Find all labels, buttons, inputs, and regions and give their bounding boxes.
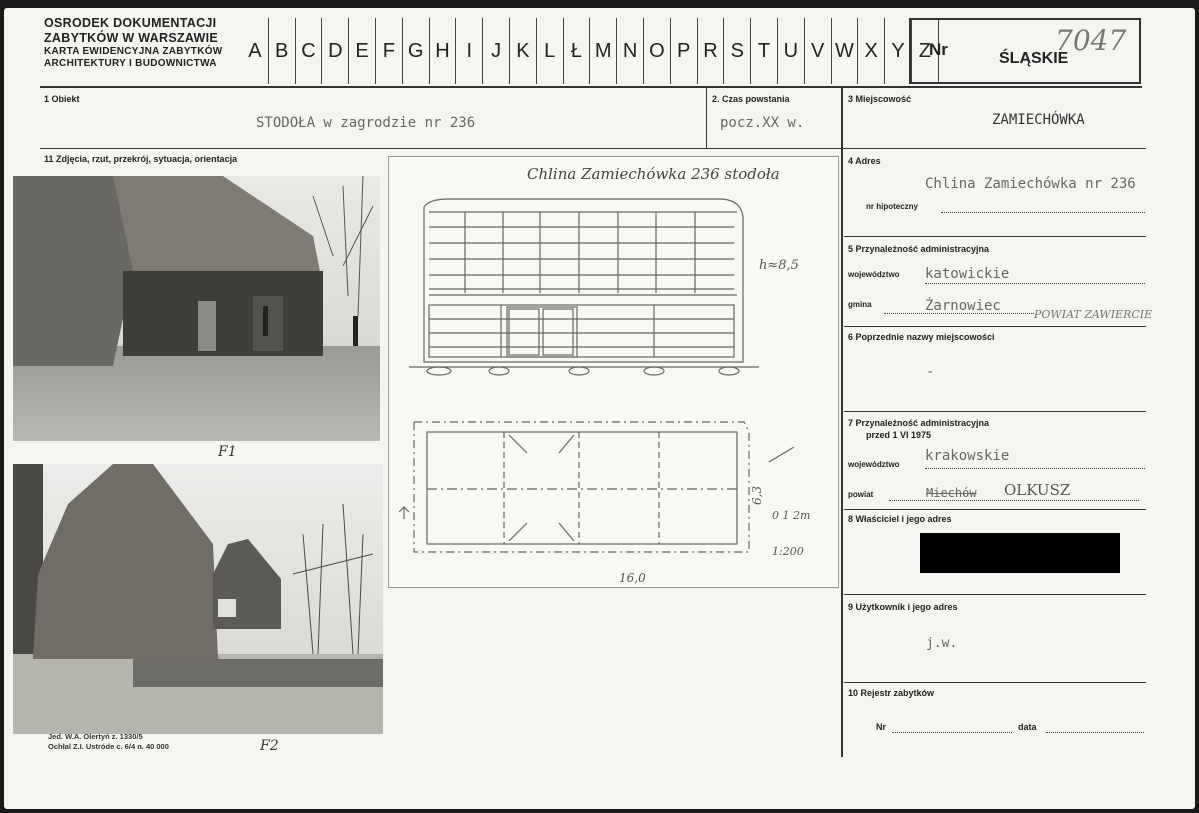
index-letter: T xyxy=(751,18,778,84)
index-letter: Y xyxy=(885,18,912,84)
index-letter: A xyxy=(242,18,269,84)
length-dim: 16,0 xyxy=(619,571,646,585)
rejestr-nr-label: Nr xyxy=(876,722,887,732)
rejestr-label: 10 Rejestr zabytków xyxy=(848,688,935,698)
print-line1: Jed. W.A. Olertyń z. 1330/5 xyxy=(48,732,143,741)
photo-f1 xyxy=(13,176,380,441)
rejestr-data-label: data xyxy=(1018,722,1037,732)
miejscowosc-value: ZAMIECHÓWKA xyxy=(992,112,1085,128)
elevation-drawing xyxy=(409,199,759,375)
index-letter: F xyxy=(376,18,403,84)
depth-dim: 6,3 xyxy=(750,485,764,505)
index-letter: H xyxy=(430,18,457,84)
uzytkownik-value: j.w. xyxy=(926,636,958,651)
rule-6 xyxy=(844,411,1146,412)
gmina-label: gmina xyxy=(848,300,872,309)
index-letter: R xyxy=(698,18,725,84)
row1-rule-right xyxy=(844,148,1146,149)
print-notes xyxy=(48,732,169,752)
sketch-drawing xyxy=(389,157,838,587)
przynaleznosc2-sub: przed 1 VI 1975 xyxy=(866,430,932,440)
institution-line4: ARCHITEKTURY I BUDOWNICTWA xyxy=(44,58,217,69)
index-letter: E xyxy=(349,18,376,84)
index-letter: L xyxy=(537,18,564,84)
sketch-panel xyxy=(388,156,839,588)
adres-value: Chlina Zamiechówka nr 236 xyxy=(925,176,1136,192)
index-letter: S xyxy=(724,18,751,84)
photo-f2-caption: F2 xyxy=(260,738,279,754)
gmina-note: POWIAT ZAWIERCIE xyxy=(1034,308,1153,321)
wojewodztwo-label: województwo xyxy=(848,270,900,279)
hipoteczny-label: nr hipoteczny xyxy=(866,202,919,211)
rule-7 xyxy=(844,509,1146,510)
index-letter: U xyxy=(778,18,805,84)
index-letter: V xyxy=(805,18,832,84)
institution-line2: ZABYTKÓW W WARSZAWIE xyxy=(44,31,219,45)
index-letter: B xyxy=(269,18,296,84)
czas-label: 2. Czas powstania xyxy=(712,94,790,104)
czas-value: pocz.XX w. xyxy=(720,115,805,131)
index-letter: J xyxy=(483,18,510,84)
index-letter: M xyxy=(590,18,617,84)
number-box xyxy=(909,18,1141,84)
wojewodztwo2-value: krakowskie xyxy=(925,448,1010,464)
photo-f1-image xyxy=(13,176,380,441)
photo-f2-image xyxy=(13,464,383,734)
scale-bar-label: 0 1 2m xyxy=(772,509,811,522)
index-letter: G xyxy=(403,18,430,84)
powiat-struck: Miechów xyxy=(926,486,977,500)
index-letter: Z xyxy=(912,18,939,84)
nr-label: Nr xyxy=(929,40,948,59)
rule-8 xyxy=(844,594,1146,595)
card-number: 7047 xyxy=(1055,24,1127,57)
row1-rule xyxy=(40,148,844,149)
photo-f1-caption: F1 xyxy=(218,444,237,460)
region-label: ŚLĄSKIE xyxy=(999,50,1069,67)
institution-line1: OSRODEK DOKUMENTACJI xyxy=(44,16,217,30)
index-letter: K xyxy=(510,18,537,84)
rejestr-nr-line xyxy=(892,732,1012,733)
sketch-title: Chlina Zamiechówka 236 stodoła xyxy=(527,165,780,183)
elevation-grid xyxy=(429,212,734,293)
institution-line3: KARTA EWIDENCYJNA ZABYTKÓW xyxy=(44,46,223,57)
institution-header xyxy=(44,16,223,70)
poprzednie-label: 6 Poprzednie nazwy miejscowości xyxy=(848,332,995,342)
wojewodztwo2-line xyxy=(925,468,1145,469)
gmina-value: Żarnowiec xyxy=(925,298,1001,314)
index-letter: P xyxy=(671,18,698,84)
gmina-line xyxy=(884,313,1034,314)
index-letter: I xyxy=(456,18,483,84)
rejestr-data-line xyxy=(1046,732,1144,733)
powiat-value: OLKUSZ xyxy=(1004,481,1071,499)
powiat-line xyxy=(889,500,1139,501)
wojewodztwo2-label: województwo xyxy=(848,460,900,469)
zdjecia-label: 11 Zdjęcia, rzut, przekrój, sytuacja, orientacja xyxy=(44,154,238,164)
plan-drawing xyxy=(399,422,794,552)
index-letter: Ł xyxy=(564,18,591,84)
wlasciciel-label: 8 Właściciel i jego adres xyxy=(848,514,952,524)
divider-main xyxy=(841,87,843,757)
obiekt-value: STODOŁA w zagrodzie nr 236 xyxy=(256,115,476,131)
owner-redaction xyxy=(920,533,1120,573)
scale-ratio: 1:200 xyxy=(772,545,804,558)
height-note: h≈8,5 xyxy=(759,258,799,273)
index-letter: X xyxy=(858,18,885,84)
hipoteczny-line xyxy=(941,212,1145,213)
record-card xyxy=(4,8,1195,809)
miejscowosc-label: 3 Miejscowość xyxy=(848,94,912,104)
adres-label: 4 Adres xyxy=(848,156,881,166)
przynaleznosc-label: 5 Przynależność administracyjna xyxy=(848,244,990,254)
poprzednie-value: - xyxy=(926,364,935,380)
uzytkownik-label: 9 Użytkownik i jego adres xyxy=(848,602,958,612)
obiekt-label: 1 Obiekt xyxy=(44,94,80,104)
wojewodztwo-line xyxy=(925,283,1145,284)
rule-9 xyxy=(844,682,1146,683)
photo-f2 xyxy=(13,464,383,734)
index-letter: W xyxy=(832,18,859,84)
rule-4 xyxy=(844,236,1146,237)
index-letter: C xyxy=(296,18,323,84)
print-line2: Ochłal Z.I. Ustróde c. 6/4 n. 40 000 xyxy=(48,742,169,751)
index-letter: D xyxy=(322,18,349,84)
alphabet-index xyxy=(242,18,939,84)
index-letter: O xyxy=(644,18,671,84)
index-letter: N xyxy=(617,18,644,84)
header-rule xyxy=(40,86,1142,88)
powiat-label: powiat xyxy=(848,490,874,499)
przynaleznosc2-label: 7 Przynależność administracyjna xyxy=(848,418,990,428)
wojewodztwo-value: katowickie xyxy=(925,266,1010,282)
divider-obiekt-czas xyxy=(706,87,707,149)
rule-5 xyxy=(844,326,1146,327)
